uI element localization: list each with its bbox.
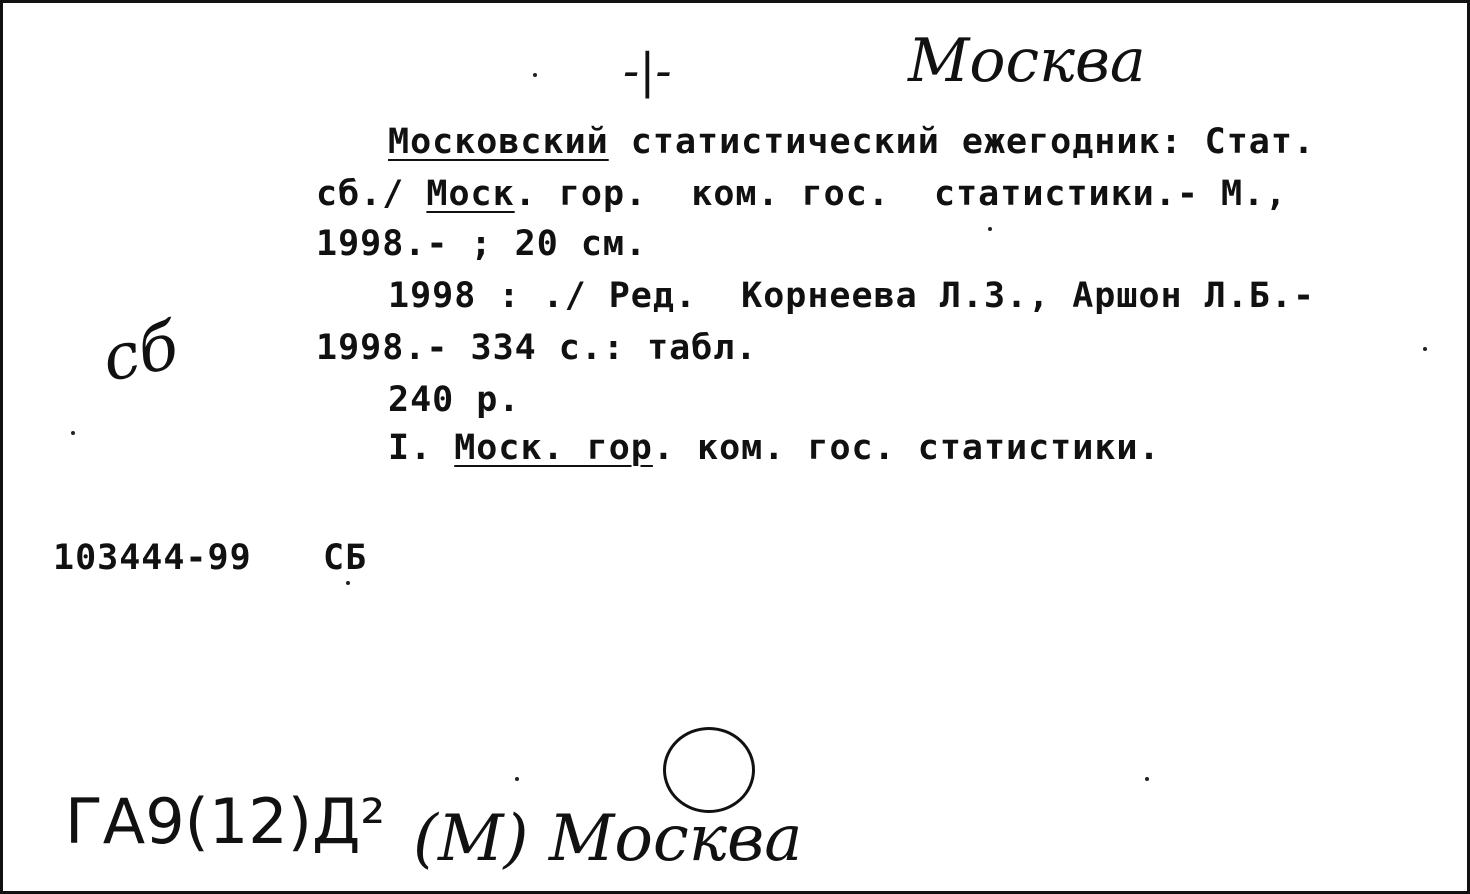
handwritten-dash-mark: -|- (623, 43, 672, 99)
date-size-line: 1998.- ; 20 см. (316, 224, 648, 264)
accession-number: 103444-99 (53, 538, 252, 578)
added-entry-underlined: Моск. гор (454, 428, 653, 468)
accession-code: СБ (323, 538, 368, 578)
publisher-underlined-word: Моск (426, 174, 515, 214)
speck (1423, 347, 1427, 351)
speck (71, 431, 75, 435)
speck (988, 227, 992, 231)
price-line: 240 р. (388, 380, 521, 420)
speck (515, 777, 519, 781)
publisher-rest: . гор. ком. гос. статистики.- М., (514, 174, 1288, 214)
volume-line: 1998 : ./ Ред. Корнеева Л.З., Аршон Л.Б.- (388, 276, 1316, 316)
handwritten-city-top: Москва (908, 26, 1146, 96)
added-entry-prefix: I. (388, 428, 433, 468)
added-entry-line (388, 428, 1161, 468)
margin-note: сб (96, 309, 185, 397)
punch-hole-circle (663, 727, 755, 813)
title-line (388, 122, 1316, 162)
handwritten-region: (М) Москва (413, 802, 803, 876)
speck (533, 73, 537, 77)
handwritten-classification: ГА9(12)Д² (65, 785, 386, 858)
title-rest: статистический ежегодник: Стат. (630, 122, 1316, 162)
added-entry-rest: . ком. гос. статистики. (652, 428, 1161, 468)
publisher-line (316, 174, 1288, 214)
speck (346, 581, 350, 585)
publisher-prefix: сб./ (316, 174, 405, 214)
pages-line: 1998.- 334 с.: табл. (316, 328, 758, 368)
speck (1145, 777, 1149, 781)
title-underlined-word: Московский (388, 122, 609, 162)
